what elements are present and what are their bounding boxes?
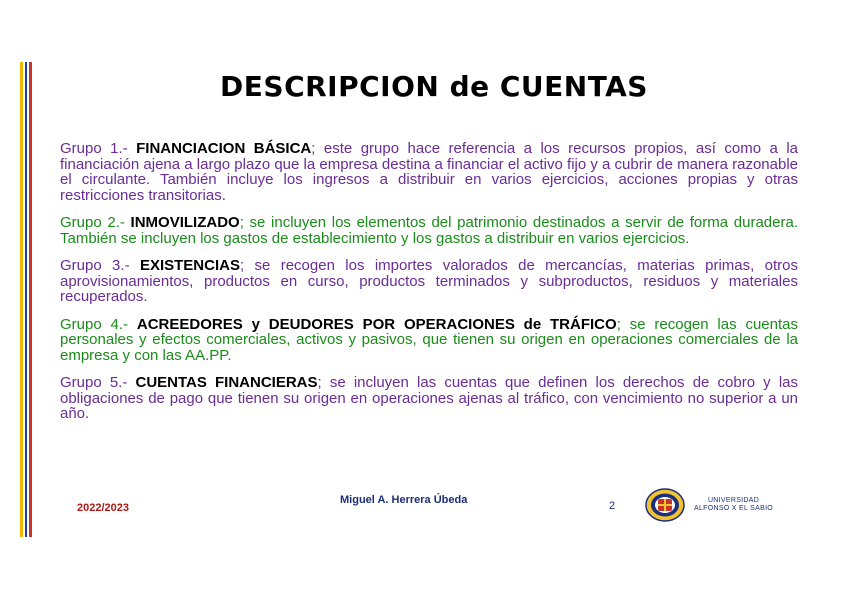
decorative-bar-blue [25,62,27,537]
group-3-paragraph [60,258,798,305]
footer-author: Miguel A. Herrera Úbeda [340,494,468,506]
group-4-heading: ACREEDORES y DEUDORES POR OPERACIONES de TRÁFICO [136,315,617,333]
group-1-paragraph [60,141,798,203]
group-1-text: ; este grupo hace referencia a los recursos propios, así como a la financiación ajena a largo plazo que la empresa destina a financiar el activo fijo y a cubrir de manera razonable el circulante. También incluye los ingresos a distribuir en varios ejercicios, acciones propias y otras restricciones transitorias. [60,140,798,204]
group-5-prefix: Grupo 5.- [60,374,136,391]
group-5-paragraph [60,375,798,422]
page-number: 2 [609,500,616,512]
group-2-heading: INMOVILIZADO [130,214,240,231]
group-5-heading: CUENTAS FINANCIERAS [135,374,318,391]
group-4-prefix: Grupo 4.- [60,315,137,333]
university-line-2: ALFONSO X EL SABIO [694,505,774,512]
university-line-1: UNIVERSIDAD [707,497,760,504]
decorative-bar-red [29,62,32,537]
university-seal-icon [645,488,685,522]
group-2-prefix: Grupo 2.- [60,214,131,231]
university-name [694,497,773,513]
group-2-text: ; se incluyen los elementos del patrimonio destinados a servir de forma duradera. También se incluyen los gastos de establecimiento y los gastos a distribuir en varios ejercicios. [60,214,798,247]
group-3-heading: EXISTENCIAS [139,257,240,274]
groups-list [60,141,798,434]
group-2-paragraph [60,215,798,246]
group-5-text: ; se incluyen las cuentas que definen los derechos de cobro y las obligaciones de pago que tienen su origen en operaciones ajenas al tráfico, con vencimiento no superior a un año. [60,374,798,422]
decorative-bar-yellow [20,62,23,537]
group-4-text: ; se recogen las cuentas personales y efectos comerciales, activos y pasivos, que tienen su origen en operaciones comerciales de la empresa y con las AA.PP. [60,315,798,364]
group-1-heading: FINANCIACION BÁSICA [136,140,312,157]
group-1-prefix: Grupo 1.- [60,140,137,157]
group-3-text: ; se recogen los importes valorados de mercancías, materias primas, otros aprovisionamientos, productos en curso, productos terminados y subproductos, residuos y materiales recuperados. [60,257,799,305]
footer-year: 2022/2023 [77,502,129,514]
page-title: DESCRIPCION de CUENTAS [220,70,648,103]
group-4-paragraph [60,317,798,364]
group-3-prefix: Grupo 3.- [60,257,140,274]
